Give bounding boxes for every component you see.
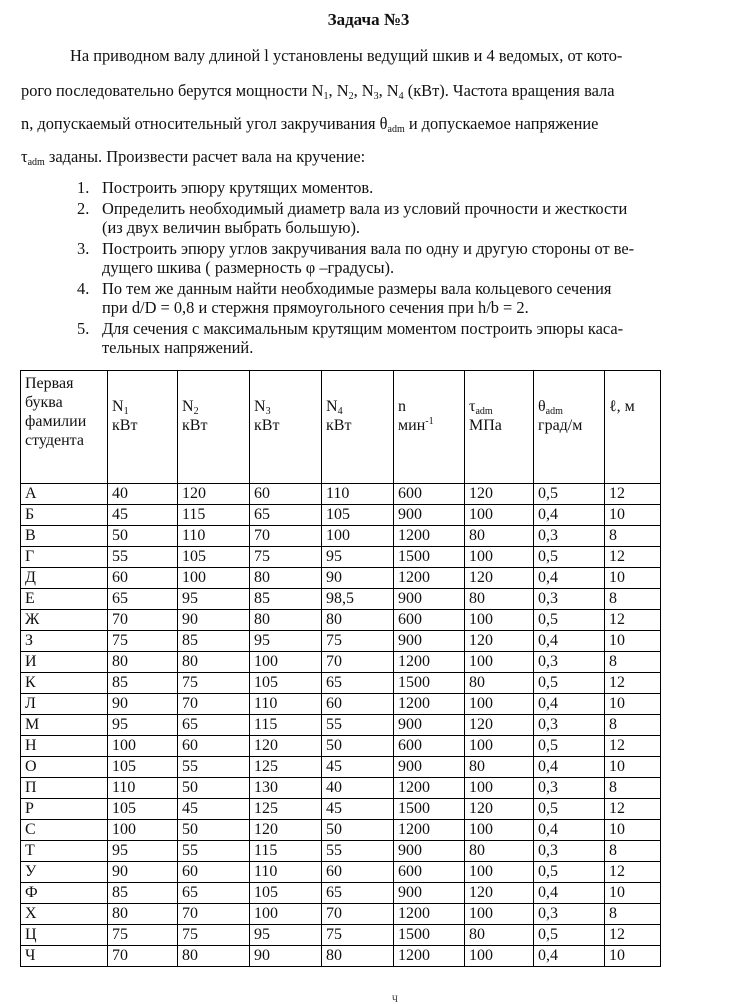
table-row	[21, 883, 661, 904]
cell-letter: И	[21, 652, 108, 673]
cell-n4: 80	[322, 610, 394, 631]
cell-theta-adm: 0,3	[534, 526, 605, 547]
cell-letter: Р	[21, 799, 108, 820]
cell-rotation-speed: 1200	[394, 820, 465, 841]
cell-theta-adm: 0,3	[534, 778, 605, 799]
cell-n2: 65	[178, 883, 250, 904]
header-letter: Первая буква фамилии студента	[21, 371, 108, 484]
cell-n3: 115	[250, 715, 322, 736]
cell-rotation-speed: 900	[394, 841, 465, 862]
table-row	[21, 484, 661, 505]
header-n4: $N_4$ кВт	[322, 371, 394, 484]
cell-n1: 70	[108, 946, 178, 967]
cell-letter: Ч	[21, 946, 108, 967]
task-text: По тем же данным найти необходимые размеры вала кольцевого сечения	[102, 279, 612, 298]
cell-n4: 65	[322, 883, 394, 904]
cell-length: 12	[605, 799, 661, 820]
cell-length: 8	[605, 526, 661, 547]
cell-n2: 60	[178, 862, 250, 883]
cell-n4: 98,5	[322, 589, 394, 610]
cell-tau-adm: 100	[465, 904, 534, 925]
cell-rotation-speed: 1200	[394, 526, 465, 547]
table-row	[21, 820, 661, 841]
task-text: Построить эпюру крутящих моментов.	[102, 178, 374, 197]
header-tau-adm: $\tau_{adm}$ МПа	[465, 371, 534, 484]
cell-n3: 110	[250, 694, 322, 715]
table-row	[21, 946, 661, 967]
cell-n2: 105	[178, 547, 250, 568]
cell-n1: 75	[108, 631, 178, 652]
cell-length: 10	[605, 631, 661, 652]
table-row	[21, 589, 661, 610]
task-number: 4.	[77, 279, 90, 298]
cell-n3: 125	[250, 799, 322, 820]
cell-tau-adm: 80	[465, 841, 534, 862]
data-table-wrapper	[20, 370, 660, 967]
cell-rotation-speed: 1200	[394, 568, 465, 589]
cell-n4: 75	[322, 631, 394, 652]
cell-tau-adm: 120	[465, 484, 534, 505]
cell-theta-adm: 0,4	[534, 694, 605, 715]
cell-n2: 75	[178, 925, 250, 946]
cell-tau-adm: 120	[465, 715, 534, 736]
page-mark: Ч	[392, 994, 398, 1004]
cell-n3: 95	[250, 631, 322, 652]
cell-tau-adm: 100	[465, 778, 534, 799]
cell-rotation-speed: 1500	[394, 925, 465, 946]
cell-theta-adm: 0,5	[534, 547, 605, 568]
cell-length: 12	[605, 862, 661, 883]
cell-n2: 50	[178, 820, 250, 841]
table-row	[21, 505, 661, 526]
cell-theta-adm: 0,3	[534, 841, 605, 862]
cell-theta-adm: 0,4	[534, 631, 605, 652]
cell-n3: 105	[250, 673, 322, 694]
cell-n2: 70	[178, 694, 250, 715]
cell-n3: 95	[250, 925, 322, 946]
cell-n1: 95	[108, 841, 178, 862]
intro-line-4: $\tau_{adm}$ заданы. Произвести расчет вала на кручение:	[21, 147, 366, 168]
cell-theta-adm: 0,3	[534, 652, 605, 673]
table-row	[21, 526, 661, 547]
cell-rotation-speed: 1200	[394, 694, 465, 715]
cell-tau-adm: 100	[465, 610, 534, 631]
task-item	[77, 178, 717, 197]
cell-letter: Ж	[21, 610, 108, 631]
task-text: Определить необходимый диаметр вала из условий прочности и жесткости	[102, 199, 628, 218]
cell-n1: 90	[108, 862, 178, 883]
task-item	[77, 239, 717, 277]
cell-n1: 40	[108, 484, 178, 505]
cell-rotation-speed: 1500	[394, 547, 465, 568]
header-length: ℓ, м	[605, 371, 661, 484]
cell-n2: 60	[178, 736, 250, 757]
cell-length: 12	[605, 484, 661, 505]
cell-n3: 130	[250, 778, 322, 799]
cell-letter: К	[21, 673, 108, 694]
task-text: тельных напряжений.	[102, 338, 254, 357]
cell-n4: 45	[322, 799, 394, 820]
table-row	[21, 652, 661, 673]
cell-n3: 65	[250, 505, 322, 526]
cell-length: 8	[605, 778, 661, 799]
table-row	[21, 715, 661, 736]
data-table	[20, 370, 661, 967]
cell-letter: М	[21, 715, 108, 736]
cell-n2: 120	[178, 484, 250, 505]
cell-n4: 95	[322, 547, 394, 568]
cell-n4: 55	[322, 841, 394, 862]
cell-length: 8	[605, 841, 661, 862]
cell-theta-adm: 0,5	[534, 736, 605, 757]
cell-tau-adm: 100	[465, 505, 534, 526]
cell-letter: Ф	[21, 883, 108, 904]
cell-n4: 105	[322, 505, 394, 526]
cell-n4: 50	[322, 736, 394, 757]
cell-letter: Т	[21, 841, 108, 862]
cell-letter: Б	[21, 505, 108, 526]
cell-rotation-speed: 1200	[394, 946, 465, 967]
cell-n1: 85	[108, 673, 178, 694]
cell-n4: 110	[322, 484, 394, 505]
cell-length: 10	[605, 883, 661, 904]
task-text: при d/D = 0,8 и стержня прямоугольного сечения при h/b = 2.	[102, 298, 529, 317]
cell-letter: З	[21, 631, 108, 652]
cell-tau-adm: 100	[465, 694, 534, 715]
cell-n2: 95	[178, 589, 250, 610]
cell-theta-adm: 0,3	[534, 904, 605, 925]
cell-letter: У	[21, 862, 108, 883]
cell-rotation-speed: 900	[394, 757, 465, 778]
cell-rotation-speed: 900	[394, 505, 465, 526]
cell-n2: 75	[178, 673, 250, 694]
cell-length: 10	[605, 568, 661, 589]
cell-theta-adm: 0,5	[534, 799, 605, 820]
intro-line-3: n, допускаемый относительный угол закручивания $\theta_{adm}$ и допускаемое напряжение	[21, 114, 599, 135]
table-row	[21, 631, 661, 652]
intro-line-1: На приводном валу длиной l установлены ведущий шкив и 4 ведомых, от кото-	[70, 46, 623, 65]
cell-n4: 55	[322, 715, 394, 736]
cell-n2: 100	[178, 568, 250, 589]
cell-n2: 70	[178, 904, 250, 925]
task-number: 3.	[77, 239, 90, 258]
cell-n4: 45	[322, 757, 394, 778]
cell-rotation-speed: 900	[394, 589, 465, 610]
cell-length: 10	[605, 946, 661, 967]
cell-n3: 115	[250, 841, 322, 862]
task-number: 5.	[77, 319, 90, 338]
cell-letter: В	[21, 526, 108, 547]
table-row	[21, 778, 661, 799]
cell-rotation-speed: 1500	[394, 673, 465, 694]
header-n2: $N_2$ кВт	[178, 371, 250, 484]
cell-theta-adm: 0,5	[534, 925, 605, 946]
cell-n4: 50	[322, 820, 394, 841]
cell-letter: С	[21, 820, 108, 841]
task-number: 1.	[77, 178, 90, 197]
cell-rotation-speed: 1200	[394, 778, 465, 799]
cell-length: 12	[605, 925, 661, 946]
cell-n3: 100	[250, 904, 322, 925]
cell-length: 10	[605, 757, 661, 778]
table-row	[21, 841, 661, 862]
table-row	[21, 673, 661, 694]
table-header-row	[21, 371, 661, 484]
cell-n1: 100	[108, 736, 178, 757]
cell-letter: П	[21, 778, 108, 799]
cell-n3: 120	[250, 736, 322, 757]
cell-length: 12	[605, 736, 661, 757]
cell-n1: 60	[108, 568, 178, 589]
task-item	[77, 279, 717, 317]
cell-n4: 60	[322, 862, 394, 883]
page-title: Задача №3	[327, 10, 410, 29]
task-text: Для сечения с максимальным крутящим моментом построить эпюры каса-	[102, 319, 624, 338]
cell-n2: 55	[178, 841, 250, 862]
cell-theta-adm: 0,4	[534, 757, 605, 778]
cell-n2: 90	[178, 610, 250, 631]
cell-n3: 75	[250, 547, 322, 568]
cell-n2: 115	[178, 505, 250, 526]
table-row	[21, 547, 661, 568]
cell-theta-adm: 0,4	[534, 505, 605, 526]
cell-letter: А	[21, 484, 108, 505]
table-row	[21, 736, 661, 757]
cell-length: 10	[605, 820, 661, 841]
cell-length: 12	[605, 610, 661, 631]
cell-n2: 65	[178, 715, 250, 736]
cell-n1: 65	[108, 589, 178, 610]
task-text: (из двух величин выбрать большую).	[102, 218, 361, 237]
header-rotation-speed: n мин$^{-1}$	[394, 371, 465, 484]
cell-n3: 90	[250, 946, 322, 967]
cell-length: 8	[605, 904, 661, 925]
cell-theta-adm: 0,4	[534, 946, 605, 967]
table-row	[21, 904, 661, 925]
cell-n1: 90	[108, 694, 178, 715]
cell-length: 8	[605, 715, 661, 736]
table-row	[21, 862, 661, 883]
cell-letter: Х	[21, 904, 108, 925]
cell-n3: 120	[250, 820, 322, 841]
cell-n4: 75	[322, 925, 394, 946]
cell-n3: 80	[250, 610, 322, 631]
cell-n3: 110	[250, 862, 322, 883]
cell-rotation-speed: 1200	[394, 904, 465, 925]
table-row	[21, 925, 661, 946]
task-text: дущего шкива ( размерность φ –градусы).	[102, 258, 395, 277]
cell-rotation-speed: 600	[394, 484, 465, 505]
cell-tau-adm: 80	[465, 673, 534, 694]
cell-letter: Е	[21, 589, 108, 610]
task-number: 2.	[77, 199, 90, 218]
cell-theta-adm: 0,4	[534, 820, 605, 841]
cell-n2: 80	[178, 946, 250, 967]
cell-n1: 55	[108, 547, 178, 568]
cell-letter: О	[21, 757, 108, 778]
cell-n4: 70	[322, 904, 394, 925]
cell-n4: 65	[322, 673, 394, 694]
cell-n2: 55	[178, 757, 250, 778]
cell-tau-adm: 100	[465, 946, 534, 967]
cell-n4: 60	[322, 694, 394, 715]
cell-theta-adm: 0,5	[534, 484, 605, 505]
cell-n1: 85	[108, 883, 178, 904]
cell-rotation-speed: 900	[394, 631, 465, 652]
cell-length: 10	[605, 694, 661, 715]
cell-n2: 85	[178, 631, 250, 652]
cell-n2: 110	[178, 526, 250, 547]
cell-n1: 70	[108, 610, 178, 631]
cell-tau-adm: 100	[465, 547, 534, 568]
cell-n1: 80	[108, 652, 178, 673]
intro-line-2: рого последовательно берутся мощности $N_1$, $N_2$, $N_3$, $N_4$ (кВт). Частота вращения вала	[21, 81, 615, 102]
cell-n4: 40	[322, 778, 394, 799]
cell-n3: 60	[250, 484, 322, 505]
cell-rotation-speed: 900	[394, 883, 465, 904]
cell-tau-adm: 120	[465, 568, 534, 589]
task-list	[77, 178, 717, 357]
cell-letter: Ц	[21, 925, 108, 946]
cell-n3: 85	[250, 589, 322, 610]
cell-theta-adm: 0,5	[534, 862, 605, 883]
cell-length: 10	[605, 505, 661, 526]
cell-n1: 105	[108, 757, 178, 778]
cell-n4: 90	[322, 568, 394, 589]
task-item	[77, 199, 717, 237]
cell-rotation-speed: 600	[394, 862, 465, 883]
cell-n3: 100	[250, 652, 322, 673]
cell-n1: 100	[108, 820, 178, 841]
cell-rotation-speed: 1200	[394, 652, 465, 673]
cell-theta-adm: 0,4	[534, 568, 605, 589]
cell-tau-adm: 120	[465, 631, 534, 652]
cell-length: 12	[605, 547, 661, 568]
cell-rotation-speed: 1500	[394, 799, 465, 820]
cell-theta-adm: 0,4	[534, 883, 605, 904]
cell-tau-adm: 80	[465, 757, 534, 778]
table-row	[21, 568, 661, 589]
cell-length: 8	[605, 589, 661, 610]
cell-n4: 70	[322, 652, 394, 673]
cell-theta-adm: 0,5	[534, 673, 605, 694]
cell-tau-adm: 120	[465, 799, 534, 820]
cell-n3: 105	[250, 883, 322, 904]
task-text: Построить эпюру углов закручивания вала по одну и другую стороны от ве-	[102, 239, 635, 258]
cell-n3: 80	[250, 568, 322, 589]
cell-tau-adm: 100	[465, 736, 534, 757]
cell-theta-adm: 0,3	[534, 715, 605, 736]
cell-n2: 50	[178, 778, 250, 799]
cell-theta-adm: 0,5	[534, 610, 605, 631]
table-row	[21, 694, 661, 715]
cell-n4: 100	[322, 526, 394, 547]
cell-tau-adm: 100	[465, 652, 534, 673]
cell-letter: Г	[21, 547, 108, 568]
table-row	[21, 757, 661, 778]
header-n3: $N_3$ кВт	[250, 371, 322, 484]
cell-letter: Л	[21, 694, 108, 715]
cell-n1: 75	[108, 925, 178, 946]
cell-n3: 125	[250, 757, 322, 778]
cell-letter: Д	[21, 568, 108, 589]
table-body	[21, 484, 661, 967]
cell-n3: 70	[250, 526, 322, 547]
cell-n1: 80	[108, 904, 178, 925]
cell-tau-adm: 120	[465, 883, 534, 904]
cell-rotation-speed: 600	[394, 736, 465, 757]
header-theta-adm: $\theta_{adm}$ град/м	[534, 371, 605, 484]
cell-rotation-speed: 900	[394, 715, 465, 736]
header-n1: $N_1$ кВт	[108, 371, 178, 484]
cell-tau-adm: 80	[465, 925, 534, 946]
cell-n2: 45	[178, 799, 250, 820]
cell-n2: 80	[178, 652, 250, 673]
cell-length: 12	[605, 673, 661, 694]
cell-n1: 110	[108, 778, 178, 799]
cell-tau-adm: 100	[465, 862, 534, 883]
cell-tau-adm: 80	[465, 526, 534, 547]
table-row	[21, 799, 661, 820]
cell-n4: 80	[322, 946, 394, 967]
cell-theta-adm: 0,3	[534, 589, 605, 610]
cell-length: 8	[605, 652, 661, 673]
cell-letter: Н	[21, 736, 108, 757]
task-item	[77, 319, 717, 357]
cell-tau-adm: 100	[465, 820, 534, 841]
cell-tau-adm: 80	[465, 589, 534, 610]
cell-n1: 95	[108, 715, 178, 736]
cell-n1: 105	[108, 799, 178, 820]
table-row	[21, 610, 661, 631]
cell-n1: 50	[108, 526, 178, 547]
cell-n1: 45	[108, 505, 178, 526]
cell-rotation-speed: 600	[394, 610, 465, 631]
